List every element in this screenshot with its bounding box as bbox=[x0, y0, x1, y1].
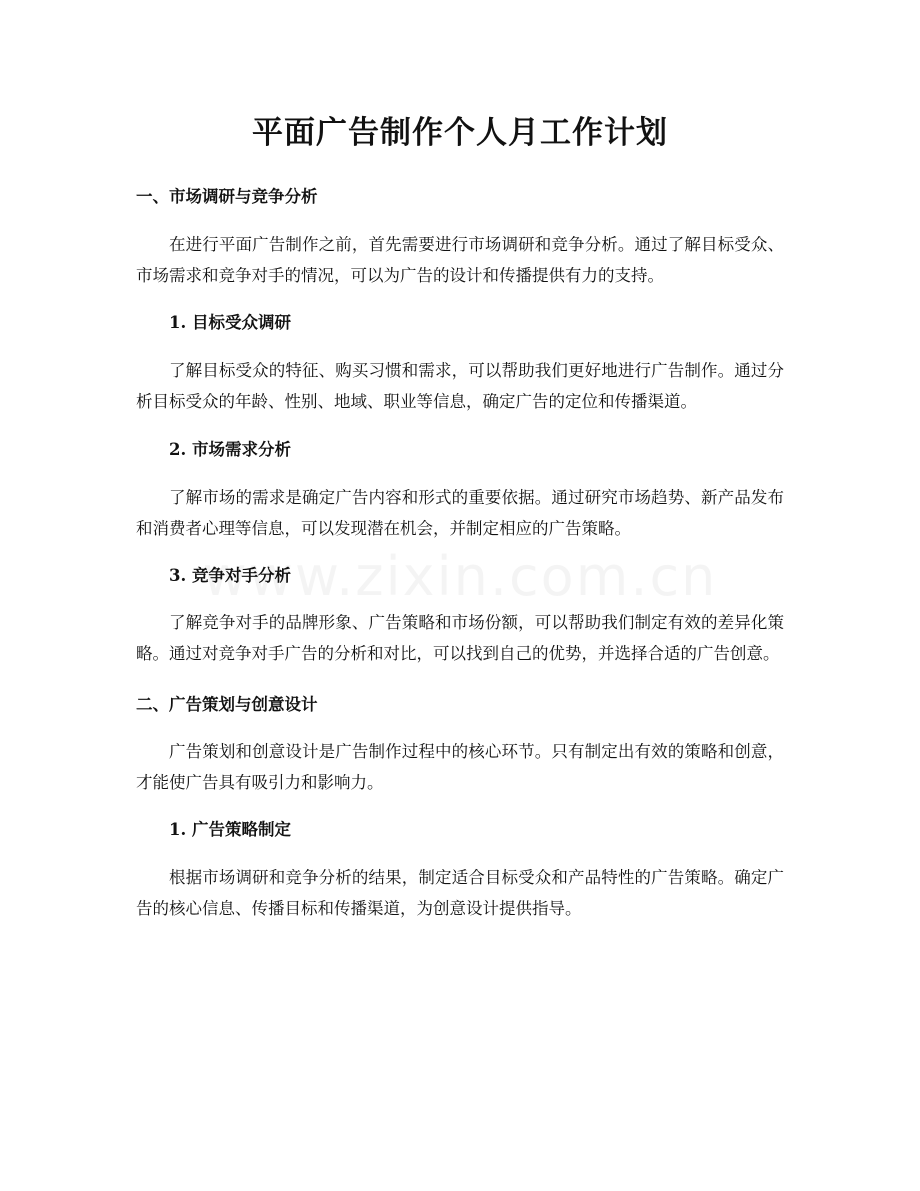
section-heading-ad-planning: 二、广告策划与创意设计 bbox=[136, 695, 318, 714]
subsection-heading-target-audience: 1. 目标受众调研 bbox=[169, 313, 291, 332]
section-heading-market-research: 一、市场调研与竞争分析 bbox=[136, 187, 318, 206]
subsection-paragraph: 了解竞争对手的品牌形象、广告策略和市场份额，可以帮助我们制定有效的差异化策略。通过对竞争对手广告的分析和对比，可以找到自己的优势，并选择合适的广告创意。 bbox=[136, 613, 784, 663]
subsection-heading-ad-strategy: 1. 广告策略制定 bbox=[169, 820, 291, 839]
subsection-paragraph: 了解市场的需求是确定广告内容和形式的重要依据。通过研究市场趋势、新产品发布和消费者心理等信息，可以发现潜在机会，并制定相应的广告策略。 bbox=[136, 488, 784, 538]
subsection-heading-market-demand: 2. 市场需求分析 bbox=[169, 440, 291, 459]
subsection-heading-competitor: 3. 竞争对手分析 bbox=[169, 566, 291, 585]
section-intro-paragraph: 在进行平面广告制作之前，首先需要进行市场调研和竞争分析。通过了解目标受众、市场需求和竞争对手的情况，可以为广告的设计和传播提供有力的支持。 bbox=[136, 235, 784, 285]
subsection-paragraph: 了解目标受众的特征、购买习惯和需求，可以帮助我们更好地进行广告制作。通过分析目标受众的年龄、性别、地域、职业等信息，确定广告的定位和传播渠道。 bbox=[136, 361, 784, 411]
document-title: 平面广告制作个人月工作计划 bbox=[252, 115, 668, 151]
subsection-paragraph: 根据市场调研和竞争分析的结果，制定适合目标受众和产品特性的广告策略。确定广告的核心信息、传播目标和传播渠道，为创意设计提供指导。 bbox=[136, 868, 784, 918]
section-intro-paragraph: 广告策划和创意设计是广告制作过程中的核心环节。只有制定出有效的策略和创意，才能使广告具有吸引力和影响力。 bbox=[136, 742, 784, 792]
